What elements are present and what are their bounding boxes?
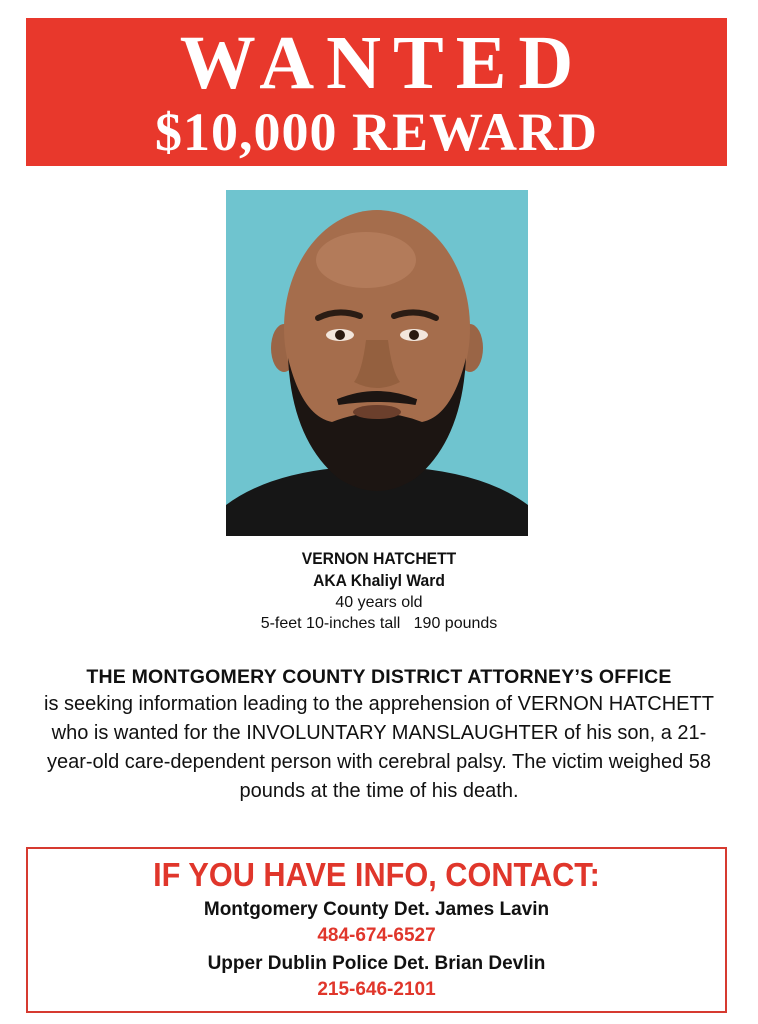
contact-box bbox=[26, 847, 727, 1013]
suspect-physical: 5-feet 10-inches tall 190 pounds bbox=[260, 615, 498, 632]
contact-phone-devlin[interactable]: 215-646-2101 bbox=[317, 979, 436, 1000]
statement-body: is seeking information leading to the apprehension of VERNON HATCHETT who is wanted for the INVOLUNTARY MANSLAUGHTER of his son, a 21-year-old care-dependent person with cerebral palsy. The victim weighed 58 pounds at the time of his death. bbox=[44, 693, 714, 802]
contact-heading: IF YOU HAVE INFO, CONTACT: bbox=[153, 856, 600, 893]
office-name: THE MONTGOMERY COUNTY DISTRICT ATTORNEY’S OFFICE bbox=[86, 666, 672, 688]
reward-amount: $10,000 REWARD bbox=[154, 102, 599, 162]
contact-phone-lavin[interactable]: 484-674-6527 bbox=[317, 925, 436, 946]
suspect-details bbox=[0, 548, 758, 634]
suspect-photo bbox=[226, 190, 528, 536]
contact-name-lavin: Montgomery County Det. James Lavin bbox=[203, 899, 550, 920]
suspect-name: VERNON HATCHETT bbox=[301, 549, 457, 568]
suspect-alias: AKA Khaliyl Ward bbox=[313, 571, 445, 590]
suspect-age: 40 years old bbox=[335, 594, 423, 611]
statement-block bbox=[30, 664, 728, 806]
wanted-banner bbox=[26, 18, 727, 166]
suspect-portrait-illustration bbox=[226, 190, 528, 536]
contact-name-devlin: Upper Dublin Police Det. Brian Devlin bbox=[207, 953, 546, 974]
wanted-title: WANTED bbox=[179, 21, 586, 105]
